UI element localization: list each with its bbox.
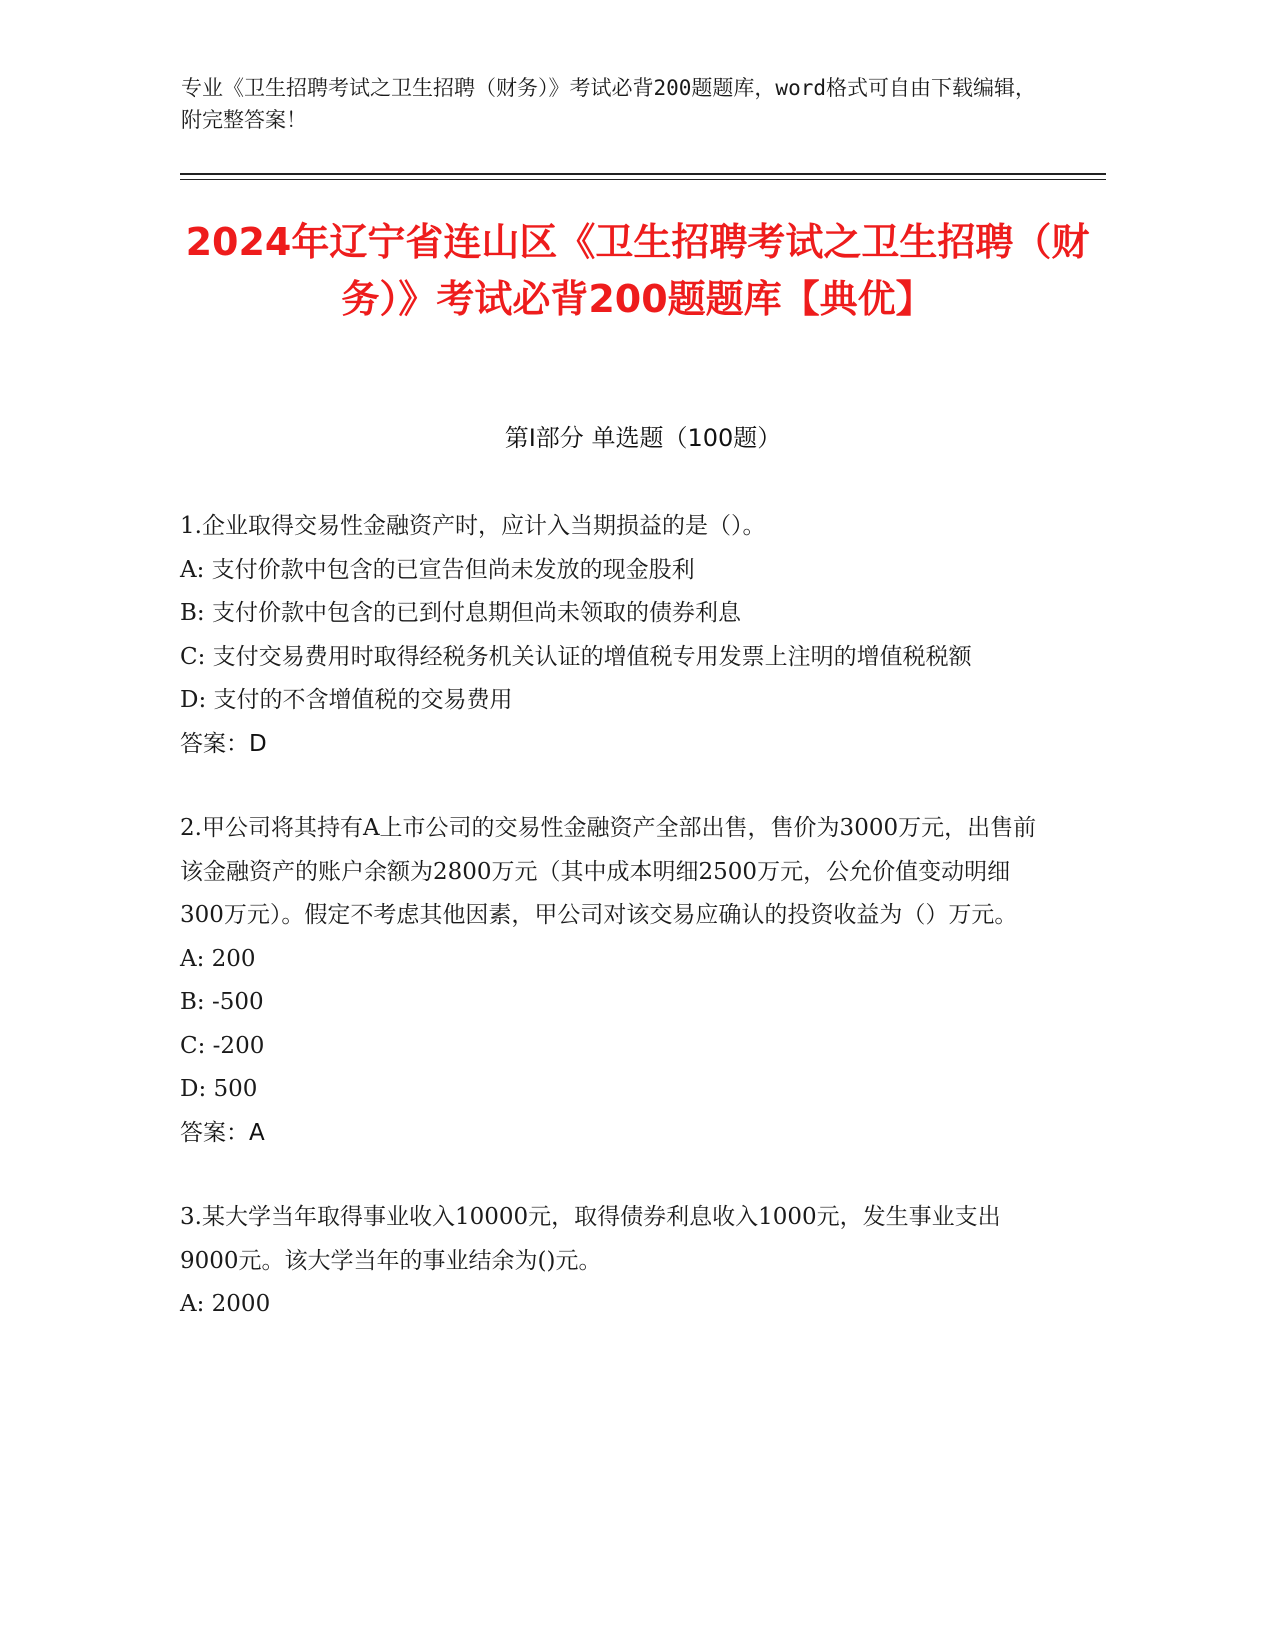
header-rule-thick (180, 173, 1106, 175)
option-a: A: 支付价款中包含的已宣告但尚未发放的现金股利 (180, 556, 695, 583)
option-a: A: 2000 (180, 1291, 271, 1317)
question-stem: 3.某大学当年取得事业收入10000元，取得债券利息收入1000元，发生事业支出9000元。该大学当年的事业结余为()元。 (180, 1204, 1001, 1274)
option-c: C: -200 (180, 1032, 265, 1059)
question-item (180, 1196, 1040, 1327)
header-note: 专业《卫生招聘考试之卫生招聘（财务）》考试必背200题题库，word格式可自由下载编辑，附完整答案！ (181, 76, 1036, 132)
question-item (180, 505, 1040, 766)
document-title: 2024年辽宁省连山区《卫生招聘考试之卫生招聘（财务）》考试必背200题题库【典优】 (185, 220, 1090, 321)
answer-label: 答案：A (180, 1119, 265, 1146)
answer-label: 答案：D (180, 730, 267, 757)
option-d: D: 支付的不含增值税的交易费用 (180, 687, 513, 713)
question-item (180, 807, 1040, 1155)
question-list (180, 505, 1040, 1368)
header-rule-thin (180, 179, 1106, 180)
section-title: 第I部分 单选题（100题） (504, 424, 782, 452)
question-stem: 1.企业取得交易性金融资产时，应计入当期损益的是（）。 (180, 513, 766, 539)
question-stem: 2.甲公司将其持有A上市公司的交易性金融资产全部出售，售价为3000万元，出售前该金融资产的账户余额为2800万元（其中成本明细2500万元，公允价值变动明细300万元）。假定不考虑其他因素，甲公司对该交易应确认的投资收益为（）万元。 (180, 815, 1037, 928)
option-a: A: 200 (180, 945, 256, 972)
option-b: B: -500 (180, 989, 264, 1015)
option-b: B: 支付价款中包含的已到付息期但尚未领取的债券利息 (180, 600, 741, 626)
option-c: C: 支付交易费用时取得经税务机关认证的增值税专用发票上注明的增值税税额 (180, 643, 972, 670)
option-d: D: 500 (180, 1076, 258, 1102)
